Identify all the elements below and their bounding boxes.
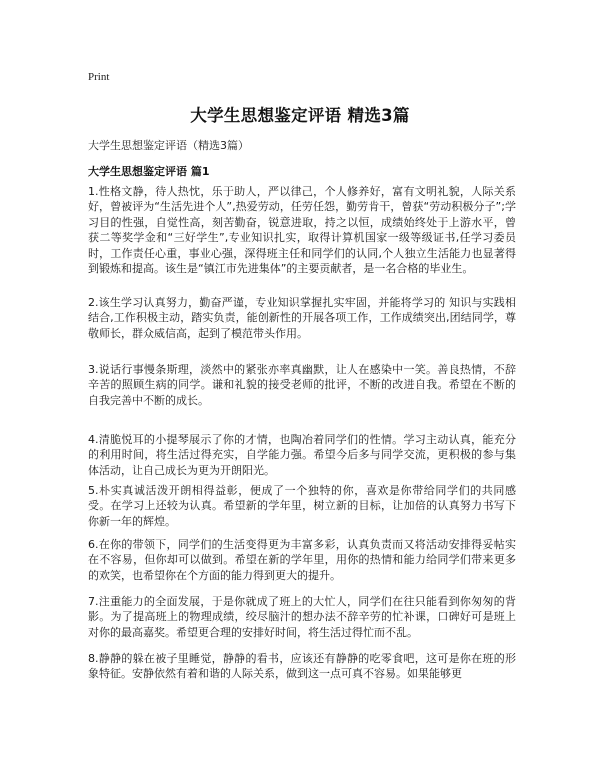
print-label: Print <box>88 71 110 83</box>
paragraph-5: 5.朴实真诚活泼开朗相得益彰，便成了一个独特的你，喜欢是你带给同学们的共同感受。在学习上还较为认真。希望新的学年里，树立新的目标，让加倍的认真努力书写下你新一年的辉煌。 <box>88 484 516 528</box>
paragraph-6: 6.在你的带领下，同学们的生活变得更为丰富多彩，认真负责而又将活动安排得妥帖实在不容易，但你却可以做到。希望在新的学年里，用你的热情和能力给同学们带来更多的欢笑，也希望你在个方面的能力得到更大的提升。 <box>88 538 516 582</box>
paragraph-2: 2.该生学习认真努力，勤奋严谨，专业知识掌握扎实牢固，并能将学习的 知识与实践相结合,工作积极主动，踏实负责，能创新性的开展各项工作，工作成绩突出,团结同学，尊敬师长，群众威信高，起到了模范带头作用。 <box>88 296 516 340</box>
paragraph-1: 1.性格文静，待人热忱，乐于助人，严以律己，个人修养好，富有文明礼貌，人际关系好，曾被评为“生活先进个人”,热爱劳动，任劳任怨，勤劳肯干，曾获“劳动积极分子”;学习目的性强，自觉性高，刻苦勤奋，锐意进取，持之以恒，成绩始终处于上游水平，曾获二等奖学金和“三好学生”,专业知识扎实，取得计算机国家一级等级证书,任学习委员时，工作责任心重，事业心强，深得班主任和同学们的认同,个人独立生活能力也显著得到锻炼和提高。该生是“镇江市先进集体”的主要贡献者，是一名合格的毕业生。 <box>88 185 516 276</box>
paragraph-8: 8.静静的躲在被子里睡觉，静静的看书，应该还有静静的吃零食吧，这可是你在班的形象特征。安静依然有着和谐的人际关系，做到这一点可真不容易。如果能够更 <box>88 652 516 681</box>
page-title: 大学生思想鉴定评语 精选3篇 <box>190 106 410 125</box>
section-heading: 大学生思想鉴定评语 篇1 <box>88 165 210 178</box>
document-subtitle: 大学生思想鉴定评语（精选3篇） <box>88 139 249 152</box>
paragraph-4: 4.清脆悦耳的小提琴展示了你的才情，也陶冶着同学们的性情。学习主动认真，能充分的利用时间，将生活过得充实，自学能力强。希望今后多与同学交流，更积极的参与集体活动，让自己成长为更为开朗阳光。 <box>88 433 516 477</box>
paragraph-3: 3.说话行事慢条斯理，淡然中的紧张亦率真幽默，让人在感染中一笑。善良热情，不辞辛苦的照顾生病的同学。谦和礼貌的接受老师的批评，不断的改进自我。希望在不断的自我完善中不断的成长。 <box>88 363 516 407</box>
paragraph-7: 7.注重能力的全面发展，于是你就成了班上的大忙人，同学们在往只能看到你匆匆的背影。为了提高班上的物理成绩，绞尽脑汁的想办法不辞辛劳的忙补课，口碑好可是班上对你的最高嘉奖。希望更合理的安排好时间，将生活过得忙而不乱。 <box>88 595 516 639</box>
